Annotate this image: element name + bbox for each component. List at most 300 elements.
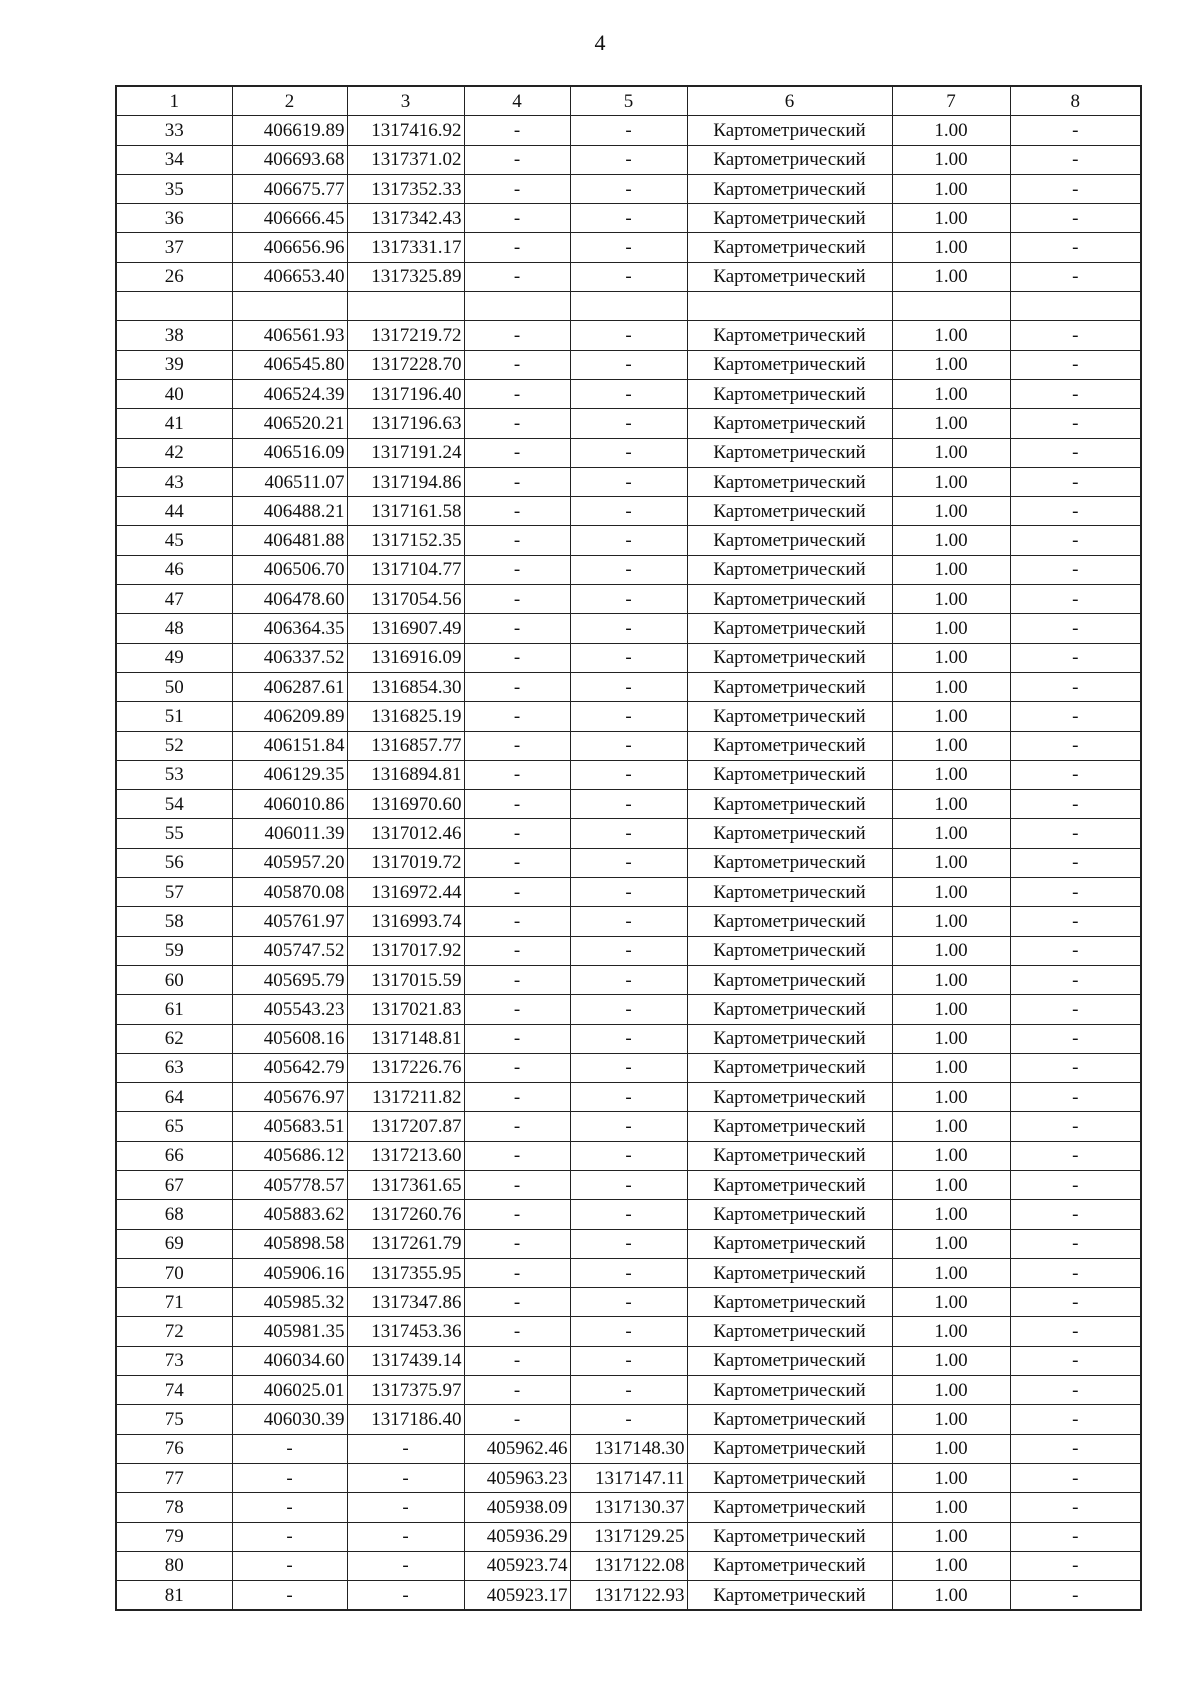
table-cell: - xyxy=(232,1522,347,1551)
table-cell: - xyxy=(570,409,687,438)
table-cell: 1317261.79 xyxy=(347,1229,464,1258)
table-cell: 62 xyxy=(116,1024,232,1053)
table-cell: Картометрический xyxy=(687,321,892,350)
table-cell: - xyxy=(464,936,570,965)
table-row xyxy=(116,848,1141,877)
table-cell: 53 xyxy=(116,760,232,789)
table-cell: - xyxy=(1010,1258,1141,1287)
table-cell: - xyxy=(570,1229,687,1258)
table-cell: 61 xyxy=(116,995,232,1024)
table-cell: 406011.39 xyxy=(232,819,347,848)
table-cell: - xyxy=(1010,936,1141,965)
table-cell: 1.00 xyxy=(892,672,1010,701)
table-cell: Картометрический xyxy=(687,1522,892,1551)
table-cell: Картометрический xyxy=(687,1551,892,1580)
column-header: 6 xyxy=(687,86,892,116)
table-cell: 406488.21 xyxy=(232,497,347,526)
table-cell: 68 xyxy=(116,1200,232,1229)
table-cell: 1317021.83 xyxy=(347,995,464,1024)
table-cell: - xyxy=(464,409,570,438)
table-row xyxy=(116,350,1141,379)
table-cell: 1.00 xyxy=(892,1551,1010,1580)
table-cell: - xyxy=(347,1522,464,1551)
table-cell: Картометрический xyxy=(687,1288,892,1317)
table-row xyxy=(116,1200,1141,1229)
table-cell: - xyxy=(1010,145,1141,174)
table-cell: Картометрический xyxy=(687,1170,892,1199)
table-cell: - xyxy=(1010,585,1141,614)
table-cell: - xyxy=(464,1258,570,1287)
table-cell: 1.00 xyxy=(892,204,1010,233)
table-cell: 65 xyxy=(116,1112,232,1141)
table-cell: Картометрический xyxy=(687,526,892,555)
table-cell: 405898.58 xyxy=(232,1229,347,1258)
table-cell: - xyxy=(464,760,570,789)
table-cell: Картометрический xyxy=(687,1405,892,1434)
table-cell: 1316894.81 xyxy=(347,760,464,789)
table-cell: - xyxy=(570,379,687,408)
table-cell: - xyxy=(570,643,687,672)
table-cell: 1.00 xyxy=(892,907,1010,936)
table-cell: - xyxy=(1010,1405,1141,1434)
table-cell: 55 xyxy=(116,819,232,848)
table-cell: Картометрический xyxy=(687,1463,892,1492)
table-cell: 1317054.56 xyxy=(347,585,464,614)
table-cell: 1317015.59 xyxy=(347,965,464,994)
table-cell: 1317196.63 xyxy=(347,409,464,438)
table-cell: 72 xyxy=(116,1317,232,1346)
table-cell: - xyxy=(464,672,570,701)
table-cell: - xyxy=(1010,204,1141,233)
table-cell: - xyxy=(570,1141,687,1170)
table-cell: - xyxy=(570,1317,687,1346)
table-cell: - xyxy=(570,848,687,877)
table-cell: - xyxy=(464,819,570,848)
table-cell: 79 xyxy=(116,1522,232,1551)
table-cell: - xyxy=(1010,1053,1141,1082)
table-cell: 1.00 xyxy=(892,1053,1010,1082)
table-row xyxy=(116,585,1141,614)
table-row xyxy=(116,233,1141,262)
table-cell: 405747.52 xyxy=(232,936,347,965)
table-cell: Картометрический xyxy=(687,1581,892,1611)
table-cell: 75 xyxy=(116,1405,232,1434)
table-cell: 1317148.81 xyxy=(347,1024,464,1053)
table-cell: - xyxy=(570,116,687,145)
table-cell: - xyxy=(464,1288,570,1317)
table-cell: 1.00 xyxy=(892,1376,1010,1405)
table-cell: - xyxy=(464,379,570,408)
table-cell: 1317331.17 xyxy=(347,233,464,262)
table-cell: 405676.97 xyxy=(232,1083,347,1112)
table-cell: 1.00 xyxy=(892,936,1010,965)
table-row xyxy=(116,526,1141,555)
table-cell: - xyxy=(1010,1229,1141,1258)
column-header: 2 xyxy=(232,86,347,116)
table-cell: - xyxy=(1010,878,1141,907)
table-row xyxy=(116,467,1141,496)
table-row xyxy=(116,1170,1141,1199)
column-header: 3 xyxy=(347,86,464,116)
table-cell xyxy=(347,292,464,321)
table-cell: 1317371.02 xyxy=(347,145,464,174)
table-cell: 1.00 xyxy=(892,350,1010,379)
table-cell: 406287.61 xyxy=(232,672,347,701)
table-cell: 1317129.25 xyxy=(570,1522,687,1551)
table-cell: - xyxy=(570,760,687,789)
table-cell: Картометрический xyxy=(687,467,892,496)
table-cell: Картометрический xyxy=(687,1346,892,1375)
table-cell: - xyxy=(1010,907,1141,936)
table-cell: 406030.39 xyxy=(232,1405,347,1434)
table-cell: - xyxy=(464,1376,570,1405)
table-cell: 1.00 xyxy=(892,438,1010,467)
table-cell: 406209.89 xyxy=(232,702,347,731)
table-cell: 50 xyxy=(116,672,232,701)
table-cell: 406506.70 xyxy=(232,555,347,584)
table-cell: 1317226.76 xyxy=(347,1053,464,1082)
table-cell: 1.00 xyxy=(892,1434,1010,1463)
table-cell: 46 xyxy=(116,555,232,584)
table-cell: Картометрический xyxy=(687,995,892,1024)
table-cell: 406520.21 xyxy=(232,409,347,438)
table-cell: 405543.23 xyxy=(232,995,347,1024)
table-cell: - xyxy=(464,731,570,760)
table-cell: - xyxy=(1010,1463,1141,1492)
table-cell: Картометрический xyxy=(687,409,892,438)
table-cell: - xyxy=(1010,995,1141,1024)
table-cell: 405923.17 xyxy=(464,1581,570,1611)
table-cell: 405695.79 xyxy=(232,965,347,994)
table-cell: 1.00 xyxy=(892,1288,1010,1317)
table-cell: 405778.57 xyxy=(232,1170,347,1199)
table-cell: 406151.84 xyxy=(232,731,347,760)
table-row xyxy=(116,321,1141,350)
table-cell: 405963.23 xyxy=(464,1463,570,1492)
table-cell: 405962.46 xyxy=(464,1434,570,1463)
table-body xyxy=(116,116,1141,1611)
table-cell: - xyxy=(464,145,570,174)
table-cell: - xyxy=(1010,1493,1141,1522)
table-cell: - xyxy=(1010,467,1141,496)
table-cell: - xyxy=(464,233,570,262)
table-cell: 406656.96 xyxy=(232,233,347,262)
table-row xyxy=(116,672,1141,701)
table-cell: - xyxy=(1010,350,1141,379)
table-cell: - xyxy=(1010,790,1141,819)
table-cell: 66 xyxy=(116,1141,232,1170)
table-cell: 1.00 xyxy=(892,1200,1010,1229)
table-cell: - xyxy=(1010,1288,1141,1317)
table-cell: 406511.07 xyxy=(232,467,347,496)
table-cell: - xyxy=(464,848,570,877)
table-cell: 1317104.77 xyxy=(347,555,464,584)
table-cell: - xyxy=(464,116,570,145)
table-cell: - xyxy=(570,1258,687,1287)
table-row xyxy=(116,819,1141,848)
table-cell: 1.00 xyxy=(892,1346,1010,1375)
table-cell: - xyxy=(1010,1581,1141,1611)
table-cell: - xyxy=(464,1170,570,1199)
table-cell: - xyxy=(1010,233,1141,262)
table-cell: 1.00 xyxy=(892,1581,1010,1611)
table-cell: 58 xyxy=(116,907,232,936)
table-cell xyxy=(570,292,687,321)
table-cell: 1.00 xyxy=(892,848,1010,877)
table-cell: Картометрический xyxy=(687,1317,892,1346)
table-cell: Картометрический xyxy=(687,1434,892,1463)
table-cell: 38 xyxy=(116,321,232,350)
table-cell: - xyxy=(232,1551,347,1580)
table-cell: - xyxy=(347,1434,464,1463)
table-cell: - xyxy=(1010,409,1141,438)
table-cell: 405642.79 xyxy=(232,1053,347,1082)
table-cell: - xyxy=(570,965,687,994)
table-cell: 406129.35 xyxy=(232,760,347,789)
table-cell: - xyxy=(570,790,687,819)
table-cell: - xyxy=(464,907,570,936)
table-cell: 1.00 xyxy=(892,614,1010,643)
table-cell: - xyxy=(1010,1024,1141,1053)
table-cell: 1.00 xyxy=(892,526,1010,555)
table-cell: - xyxy=(570,1405,687,1434)
table-cell: - xyxy=(1010,1522,1141,1551)
table-cell: 1317194.86 xyxy=(347,467,464,496)
table-cell: - xyxy=(1010,1083,1141,1112)
table-cell: 51 xyxy=(116,702,232,731)
table-cell: 1.00 xyxy=(892,1258,1010,1287)
table-cell: Картометрический xyxy=(687,965,892,994)
table-cell: 69 xyxy=(116,1229,232,1258)
table-cell: 1.00 xyxy=(892,1493,1010,1522)
table-cell: 406337.52 xyxy=(232,643,347,672)
table-cell: - xyxy=(1010,1170,1141,1199)
table-cell: - xyxy=(464,702,570,731)
table-cell: - xyxy=(570,878,687,907)
table-cell: 1317019.72 xyxy=(347,848,464,877)
table-cell: 35 xyxy=(116,174,232,203)
table-cell: 77 xyxy=(116,1463,232,1492)
table-cell: 1317191.24 xyxy=(347,438,464,467)
table-cell: - xyxy=(464,1317,570,1346)
column-header: 8 xyxy=(1010,86,1141,116)
table-cell: 1317347.86 xyxy=(347,1288,464,1317)
table-cell: 67 xyxy=(116,1170,232,1199)
table-cell: - xyxy=(570,438,687,467)
table-cell: - xyxy=(1010,1346,1141,1375)
table-cell: Картометрический xyxy=(687,731,892,760)
table-row xyxy=(116,262,1141,291)
table-row xyxy=(116,1434,1141,1463)
table-cell: 1316857.77 xyxy=(347,731,464,760)
table-row xyxy=(116,1229,1141,1258)
table-cell: 405981.35 xyxy=(232,1317,347,1346)
table-row xyxy=(116,1463,1141,1492)
table-cell xyxy=(687,292,892,321)
table-cell: 1.00 xyxy=(892,1229,1010,1258)
table-cell: Картометрический xyxy=(687,379,892,408)
table-cell: Картометрический xyxy=(687,936,892,965)
column-header: 1 xyxy=(116,86,232,116)
table-cell: 406481.88 xyxy=(232,526,347,555)
table-row xyxy=(116,1024,1141,1053)
table-cell: 1317012.46 xyxy=(347,819,464,848)
table-cell: 1316854.30 xyxy=(347,672,464,701)
table-cell: - xyxy=(570,1083,687,1112)
table-cell: - xyxy=(1010,497,1141,526)
table-cell: 405923.74 xyxy=(464,1551,570,1580)
table-cell: - xyxy=(464,1405,570,1434)
table-cell: - xyxy=(1010,1551,1141,1580)
table-cell: Картометрический xyxy=(687,350,892,379)
table-cell: - xyxy=(570,995,687,1024)
table-cell: 406561.93 xyxy=(232,321,347,350)
table-cell: - xyxy=(570,614,687,643)
table-cell: - xyxy=(464,204,570,233)
table-row xyxy=(116,1581,1141,1611)
table-cell: 59 xyxy=(116,936,232,965)
table-cell: - xyxy=(464,1112,570,1141)
table-cell: 1317122.08 xyxy=(570,1551,687,1580)
table-cell: Картометрический xyxy=(687,643,892,672)
table-cell: 406516.09 xyxy=(232,438,347,467)
table-cell xyxy=(892,292,1010,321)
table-cell: 1317186.40 xyxy=(347,1405,464,1434)
table-cell: 1317439.14 xyxy=(347,1346,464,1375)
table-cell: - xyxy=(464,1024,570,1053)
table-cell: 1317207.87 xyxy=(347,1112,464,1141)
table-cell: 45 xyxy=(116,526,232,555)
table-cell: 64 xyxy=(116,1083,232,1112)
table-cell: 47 xyxy=(116,585,232,614)
column-header: 4 xyxy=(464,86,570,116)
table-cell: 1316993.74 xyxy=(347,907,464,936)
table-cell: - xyxy=(464,1083,570,1112)
table-row xyxy=(116,1141,1141,1170)
table-cell: - xyxy=(570,526,687,555)
table-cell: - xyxy=(464,438,570,467)
table-cell: 1.00 xyxy=(892,1083,1010,1112)
table-cell: - xyxy=(570,672,687,701)
table-cell: - xyxy=(570,1024,687,1053)
table-cell: - xyxy=(464,790,570,819)
table-row xyxy=(116,292,1141,321)
table-cell: 1317325.89 xyxy=(347,262,464,291)
table-cell: - xyxy=(570,1288,687,1317)
table-cell: 44 xyxy=(116,497,232,526)
table-cell: 1317342.43 xyxy=(347,204,464,233)
table-cell: - xyxy=(570,1200,687,1229)
table-cell: - xyxy=(232,1463,347,1492)
page-number: 4 xyxy=(594,30,606,55)
table-cell: Картометрический xyxy=(687,1493,892,1522)
table-cell: 1317148.30 xyxy=(570,1434,687,1463)
table-cell: 1316907.49 xyxy=(347,614,464,643)
table-cell: 1.00 xyxy=(892,233,1010,262)
table-cell: 1317017.92 xyxy=(347,936,464,965)
table-cell: 406364.35 xyxy=(232,614,347,643)
table-cell xyxy=(1010,292,1141,321)
table-cell: - xyxy=(1010,1376,1141,1405)
table-cell: Картометрический xyxy=(687,1024,892,1053)
table-cell: Картометрический xyxy=(687,585,892,614)
table-row xyxy=(116,1288,1141,1317)
table-cell: 405761.97 xyxy=(232,907,347,936)
table-cell: - xyxy=(464,643,570,672)
table-cell: - xyxy=(1010,1200,1141,1229)
table-cell: Картометрический xyxy=(687,819,892,848)
table-row xyxy=(116,1551,1141,1580)
table-cell: Картометрический xyxy=(687,438,892,467)
table-cell: 1316825.19 xyxy=(347,702,464,731)
table-cell: Картометрический xyxy=(687,497,892,526)
table-cell: Картометрический xyxy=(687,614,892,643)
table-row xyxy=(116,555,1141,584)
table-cell: 1317361.65 xyxy=(347,1170,464,1199)
table-row xyxy=(116,702,1141,731)
table-cell: - xyxy=(570,321,687,350)
table-cell: Картометрический xyxy=(687,262,892,291)
table-cell: - xyxy=(464,497,570,526)
table-cell: - xyxy=(1010,643,1141,672)
table-cell: 1317147.11 xyxy=(570,1463,687,1492)
table-cell: - xyxy=(464,467,570,496)
table-cell: 1317352.33 xyxy=(347,174,464,203)
table-cell: - xyxy=(464,321,570,350)
table-cell: 1.00 xyxy=(892,878,1010,907)
table-cell: 406653.40 xyxy=(232,262,347,291)
table-cell: - xyxy=(570,702,687,731)
table-cell: 54 xyxy=(116,790,232,819)
table-cell: 1317161.58 xyxy=(347,497,464,526)
table-cell: - xyxy=(1010,760,1141,789)
column-header: 5 xyxy=(570,86,687,116)
table-row xyxy=(116,878,1141,907)
table-row xyxy=(116,1346,1141,1375)
table-cell: - xyxy=(1010,1434,1141,1463)
table-cell: 63 xyxy=(116,1053,232,1082)
table-cell: - xyxy=(1010,379,1141,408)
table-cell xyxy=(232,292,347,321)
table-cell: - xyxy=(1010,116,1141,145)
table-cell: 406524.39 xyxy=(232,379,347,408)
table-cell: - xyxy=(570,497,687,526)
table-row xyxy=(116,1376,1141,1405)
table-cell: - xyxy=(232,1581,347,1611)
table-cell: 1317355.95 xyxy=(347,1258,464,1287)
table-cell: Картометрический xyxy=(687,1229,892,1258)
table-cell: 41 xyxy=(116,409,232,438)
table-cell: 1.00 xyxy=(892,497,1010,526)
table-cell: - xyxy=(464,526,570,555)
table-cell: 405683.51 xyxy=(232,1112,347,1141)
table-cell: - xyxy=(464,1053,570,1082)
table-row xyxy=(116,438,1141,467)
table-cell: 405870.08 xyxy=(232,878,347,907)
table-cell: - xyxy=(1010,262,1141,291)
table-row xyxy=(116,497,1141,526)
table-cell: 81 xyxy=(116,1581,232,1611)
table-cell: - xyxy=(1010,965,1141,994)
table-cell: - xyxy=(464,1200,570,1229)
table-cell: - xyxy=(464,585,570,614)
table-cell: - xyxy=(1010,1317,1141,1346)
table-cell: 1317453.36 xyxy=(347,1317,464,1346)
table-cell: Картометрический xyxy=(687,233,892,262)
table-cell: 1317211.82 xyxy=(347,1083,464,1112)
table-row xyxy=(116,907,1141,936)
table-cell: - xyxy=(464,995,570,1024)
